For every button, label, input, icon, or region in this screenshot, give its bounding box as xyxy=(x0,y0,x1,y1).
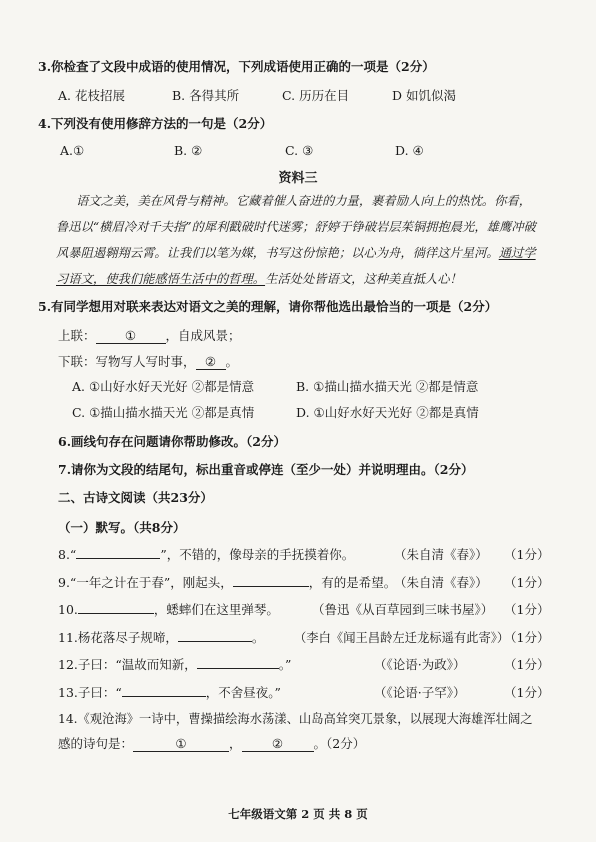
underlined-sentence-part-2: 习语文，使我们能感悟生活中的哲理。 xyxy=(56,272,266,286)
q13-prefix: 13.子曰：“ xyxy=(58,685,122,700)
q12-suffix: 。” xyxy=(278,657,292,672)
q8-score: （1分） xyxy=(504,547,550,562)
q10 xyxy=(58,600,279,618)
q3-option-c: C. 历历在目 xyxy=(282,88,350,103)
q10-suffix: ，蟋蟀们在这里弹琴。 xyxy=(153,602,279,617)
underlined-sentence-part-1: 通过学 xyxy=(498,246,536,260)
q9-prefix: 9.“一年之计在于春”，刚起头， xyxy=(58,575,233,590)
q9 xyxy=(58,573,396,591)
q6-stem: 6.画线句存在问题请你帮助修改。（2分） xyxy=(58,434,286,449)
q5-option-d: D. ①山好水好天光好 ②都是真情 xyxy=(296,405,479,420)
q14-blank-2[interactable]: ② xyxy=(242,736,314,752)
couplet-upper xyxy=(58,326,241,344)
q10-prefix: 10. xyxy=(58,602,78,617)
q10-blank[interactable] xyxy=(78,613,154,614)
couplet-lower-prefix: 下联：写物写人写时事， xyxy=(58,354,196,369)
q5-option-c: C. ①描山描水描天光 ②都是真情 xyxy=(72,405,255,420)
subsection-title: （一）默写。（共8分） xyxy=(58,520,186,535)
q5-option-b: B. ①描山描水描天光 ②都是情意 xyxy=(296,379,479,394)
q5-stem: 5.有同学想用对联来表达对语文之美的理解，请你帮他选出最恰当的一项是（2分） xyxy=(38,299,498,314)
material-para-line-3 xyxy=(56,243,536,261)
material-para-line-1: 语文之美，美在风骨与精神。它藏着催人奋进的力量，裹着励人向上的热忱。你看， xyxy=(76,194,531,208)
q14-stem: 14.《观沧海》一诗中，曹操描绘海水荡漾、山岛高耸突兀景象，以展现大海雄浑壮阔之 xyxy=(58,712,533,726)
q11-suffix: 。 xyxy=(251,630,265,645)
q14-answer-line: 感的诗句是： ① ， ② 。（2分） xyxy=(58,736,366,751)
q10-source: （鲁迅《从百草园到三味书屋》） xyxy=(312,602,494,617)
couplet-upper-suffix: ，自成风景； xyxy=(165,328,241,343)
q3-stem: 3.你检查了文段中成语的使用情况，下列成语使用正确的一项是（2分） xyxy=(38,59,435,74)
q4-stem: 4.下列没有使用修辞方法的一句是（2分） xyxy=(38,116,273,131)
q4-option-b: B. ② xyxy=(174,143,203,158)
q3-option-b: B. 各得其所 xyxy=(172,88,240,103)
material-para-line-4 xyxy=(56,269,462,287)
q11-prefix: 11.杨花落尽子规啼， xyxy=(58,630,178,645)
couplet-lower-suffix: 。 xyxy=(225,354,239,369)
q9-score: （1分） xyxy=(504,575,550,590)
couplet-upper-prefix: 上联： xyxy=(58,328,96,343)
couplet-upper-blank[interactable]: ① xyxy=(96,328,166,344)
couplet-lower xyxy=(58,352,238,370)
material-para-line-4-text: 生活处处皆语文，这种美直抵人心！ xyxy=(265,272,462,286)
q8-prefix: 8.“ xyxy=(58,547,77,562)
couplet-lower-blank[interactable]: ② xyxy=(196,354,226,370)
q13-source: （《论语·子罕》） xyxy=(374,685,466,700)
q12-score: （1分） xyxy=(504,657,550,672)
q11-blank[interactable] xyxy=(178,641,252,642)
q9-blank[interactable] xyxy=(233,586,309,587)
q13-score: （1分） xyxy=(504,685,550,700)
q4-option-c: C. ③ xyxy=(285,143,314,158)
q4-option-a: A.① xyxy=(60,143,85,158)
q7-stem: 7.请你为文段的结尾句，标出重音或停连（至少一处）并说明理由。（2分） xyxy=(58,462,474,477)
q13 xyxy=(58,683,281,701)
q11 xyxy=(58,628,264,646)
section-title: 二、古诗文阅读（共23分） xyxy=(58,490,213,505)
q14-blank-1[interactable]: ① xyxy=(133,736,229,752)
q8-source: （朱自清《春》） xyxy=(394,547,488,562)
q8 xyxy=(58,545,354,563)
q14-prefix: 感的诗句是： xyxy=(58,736,134,751)
q3-option-a: A. 花枝招展 xyxy=(58,88,125,103)
q9-suffix: ，有的是希望。 xyxy=(308,575,397,590)
q4-option-d: D. ④ xyxy=(395,143,424,158)
q9-source: （朱自清《春》） xyxy=(394,575,488,590)
q10-score: （1分） xyxy=(504,602,550,617)
q12-blank[interactable] xyxy=(197,668,279,669)
material-title: 资料三 xyxy=(278,171,318,186)
q3-option-d: D 如饥似渴 xyxy=(392,88,456,103)
q8-blank[interactable] xyxy=(76,558,160,559)
material-para-line-3-text: 风暴阻遏翱翔云霄。让我们以笔为媒，书写这份惊艳；以心为舟，徜徉这片星河。 xyxy=(56,246,499,260)
q5-option-a: A. ①山好水好天光好 ②都是情意 xyxy=(72,379,255,394)
q14-suffix: 。（2分） xyxy=(313,736,366,751)
q12-prefix: 12.子曰：“温故而知新， xyxy=(58,657,197,672)
q11-source: （李白《闻王昌龄左迁龙标遥有此寄》） xyxy=(294,631,510,645)
q11-score: （1分） xyxy=(504,630,550,645)
q8-suffix: ”，不错的，像母亲的手抚摸着你。 xyxy=(160,547,355,562)
q12-source: （《论语·为政》） xyxy=(374,657,466,672)
q13-suffix: ，不舍昼夜。” xyxy=(205,685,281,700)
q13-blank[interactable] xyxy=(122,696,206,697)
material-para-line-2: 鲁迅以“横眉冷对千夫指”的犀利戳破时代迷雾；舒婷于铮破岩层茱铜拥抱晨光，雄鹰冲破 xyxy=(56,220,536,234)
q12 xyxy=(58,655,291,673)
page-footer: 七年级语文第 2 页 共 8 页 xyxy=(228,807,368,821)
